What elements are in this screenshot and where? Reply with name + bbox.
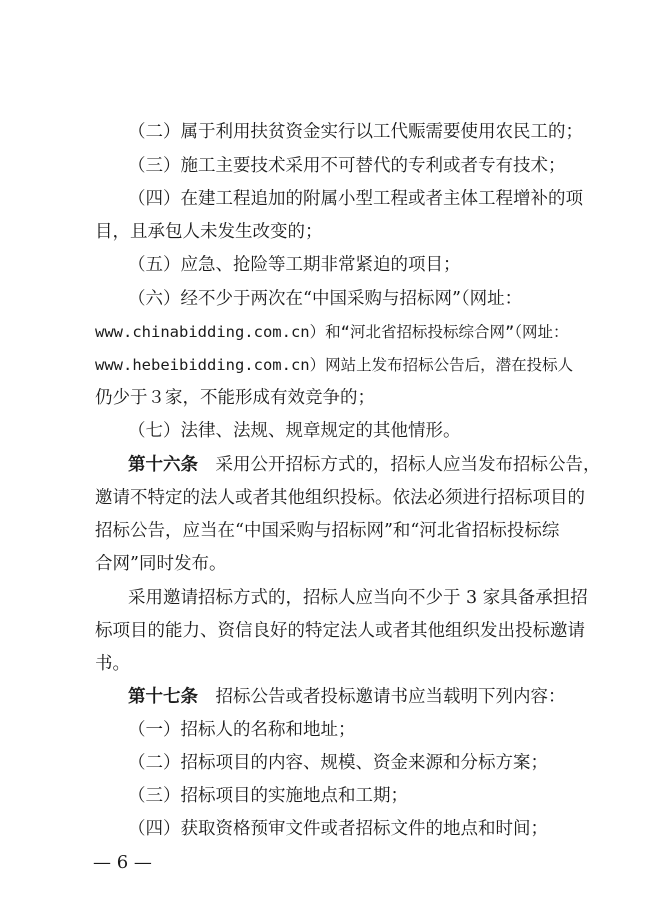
list-item-3: （三）施工主要技术采用不可替代的专利或者专有技术； [128, 156, 566, 176]
article-17-heading: 第十七条 [128, 687, 198, 707]
list-item-5: （五）应急、抢险等工期非常紧迫的项目； [128, 255, 461, 275]
article-17-first-line [128, 686, 588, 708]
article-17-text: 招标公告或者投标邀请书应当载明下列内容： [198, 687, 566, 707]
article-16-line-2: 邀请不特定的法人或者其他组织投标。依法必须进行招标项目的 [95, 488, 585, 508]
list-item-a4: （四）获取资格预审文件或者招标文件的地点和时间； [128, 819, 548, 839]
list-item-a3: （三）招标项目的实施地点和工期； [128, 786, 408, 806]
list-item-4-cont: 目，且承包人未发生改变的； [95, 222, 323, 242]
list-item-6-cont-3: 仍少于３家，不能形成有效竞争的； [95, 388, 375, 408]
article-16-line-4: 合网”同时发布。 [95, 554, 227, 574]
article-16-first-line [128, 454, 601, 476]
list-item-6: （六）经不少于两次在“中国采购与招标网”（网址： [128, 289, 523, 309]
article-16-line-3: 招标公告，应当在“中国采购与招标网”和“河北省招标投标综 [95, 521, 560, 541]
paragraph-invite-line-1: 采用邀请招标方式的，招标人应当向不少于 3 家具备承担招 [128, 588, 588, 608]
article-16-text: 采用公开招标方式的，招标人应当发布招标公告， [198, 455, 601, 475]
list-item-4: （四）在建工程追加的附属小型工程或者主体工程增补的项 [128, 189, 583, 209]
list-item-2: （二）属于利用扶贫资金实行以工代赈需要使用农民工的； [128, 122, 583, 142]
paragraph-invite-line-2: 标项目的能力、资信良好的特定法人或者其他组织发出投标邀请 [95, 621, 585, 641]
list-item-6-cont-1: www.chinabidding.com.cn）和“河北省招标投标综合网”（网址： [95, 323, 569, 341]
list-item-7: （七）法律、法规、规章规定的其他情形。 [128, 421, 461, 441]
list-item-a2: （二）招标项目的内容、规模、资金来源和分标方案； [128, 753, 548, 773]
paragraph-invite-line-3: 书。 [95, 654, 130, 674]
list-item-6-cont-2: www.hebeibidding.com.cn）网站上发布招标公告后，潜在投标人 [95, 356, 574, 374]
list-item-a1: （一）招标人的名称和地址； [128, 720, 356, 740]
article-16-heading: 第十六条 [128, 455, 198, 475]
page-number: — 6 — [93, 852, 152, 873]
